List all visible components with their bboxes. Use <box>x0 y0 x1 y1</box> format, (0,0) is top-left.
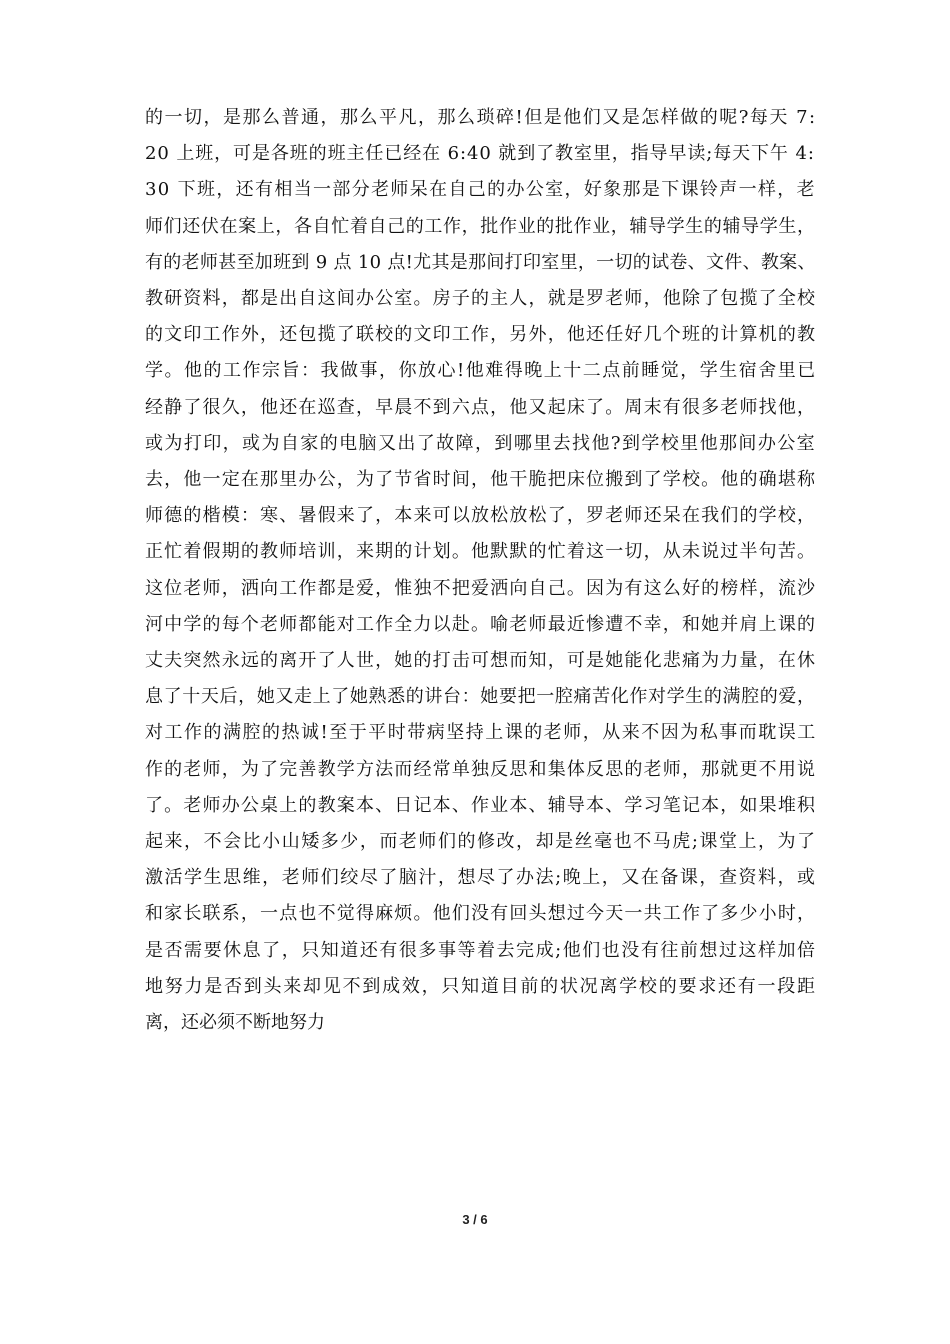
text-line: 的文印工作外，还包揽了联校的文印工作，另外，他还任好几个班的计算机的教 <box>145 324 817 345</box>
text-line: 经静了很久，他还在巡查，早晨不到六点，他又起床了。周末有很多老师找他， <box>145 397 817 418</box>
text-line: 离，还必须不断地努力 <box>145 1012 325 1033</box>
text-line: 起来，不会比小山矮多少，而老师们的修改，却是丝毫也不马虎;课堂上，为了 <box>145 831 817 852</box>
text-line: 30 下班，还有相当一部分老师呆在自己的办公室，好象那是下课铃声一样，老 <box>145 179 816 200</box>
text-line: 师德的楷模：寒、暑假来了，本来可以放松放松了，罗老师还呆在我们的学校， <box>145 505 817 526</box>
text-line: 丈夫突然永远的离开了人世，她的打击可想而知，可是她能化悲痛为力量，在休 <box>145 650 817 671</box>
text-line: 地努力是否到头来却见不到成效，只知道目前的状况离学校的要求还有一段距 <box>145 976 817 997</box>
text-line: 了。老师办公桌上的教案本、日记本、作业本、辅导本、学习笔记本，如果堆积 <box>145 795 817 816</box>
text-line: 正忙着假期的教师培训，来期的计划。他默默的忙着这一切，从未说过半句苦。 <box>145 541 817 562</box>
text-line: 是否需要休息了，只知道还有很多事等着去完成;他们也没有往前想过这样加倍 <box>145 940 817 961</box>
text-line: 和家长联系，一点也不觉得麻烦。他们没有回头想过今天一共工作了多少小时， <box>145 903 817 924</box>
text-line: 对工作的满腔的热诚!至于平时带病坚持上课的老师，从来不因为私事而耽误工 <box>145 722 817 743</box>
text-line: 有的老师甚至加班到 9 点 10 点!尤其是那间打印室里，一切的试卷、文件、教案、 <box>145 252 816 273</box>
text-line: 教研资料，都是出自这间办公室。房子的主人，就是罗老师，他除了包揽了全校 <box>145 288 817 309</box>
text-line: 去，他一定在那里办公，为了节省时间，他干脆把床位搬到了学校。他的确堪称 <box>145 469 817 490</box>
text-line: 这位老师，洒向工作都是爱，惟独不把爱洒向自己。因为有这么好的榜样，流沙 <box>145 578 817 599</box>
text-line: 师们还伏在案上，各自忙着自己的工作，批作业的批作业，辅导学生的辅导学生， <box>145 216 816 237</box>
text-line: 河中学的每个老师都能对工作全力以赴。喻老师最近惨遭不幸，和她并肩上课的 <box>145 614 817 635</box>
text-line: 息了十天后，她又走上了她熟悉的讲台：她要把一腔痛苦化作对学生的满腔的爱， <box>145 686 816 707</box>
text-line: 作的老师，为了完善教学方法而经常单独反思和集体反思的老师，那就更不用说 <box>145 759 817 780</box>
text-line: 激活学生思维，老师们绞尽了脑汁，想尽了办法;晚上，又在备课，查资料，或 <box>145 867 817 888</box>
text-line: 学。他的工作宗旨：我做事，你放心!他难得晚上十二点前睡觉，学生宿舍里已 <box>145 360 817 381</box>
page-number: 3 / 6 <box>462 1212 488 1227</box>
text-line: 或为打印，或为自家的电脑又出了故障，到哪里去找他?到学校里他那间办公室 <box>145 433 817 454</box>
text-line: 的一切，是那么普通，那么平凡，那么琐碎!但是他们又是怎样做的呢?每天 7: <box>145 107 817 128</box>
text-line: 20 上班，可是各班的班主任已经在 6:40 就到了教室里，指导早读;每天下午 4: <box>145 143 815 164</box>
